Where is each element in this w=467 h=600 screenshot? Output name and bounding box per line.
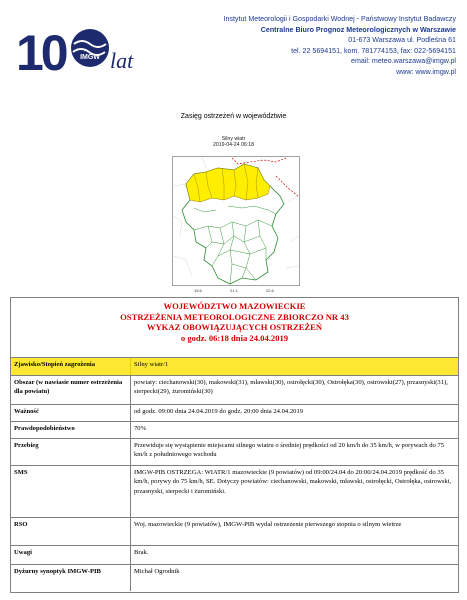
voivodeship-warning-map: [172, 156, 300, 294]
row-validity: [11, 405, 458, 422]
row-value: powiaty: ciechanowski(30), makowski(31), mławski(30), ostrołęcki(30), Ostrołęka(30), ostrowski(27), przasnyski(31), sierpecki(29), żuromiński(30): [134, 379, 448, 396]
institute-email: email: meteo.warszawa@imgw.pl: [351, 57, 456, 66]
institute-street: 01-673 Warszawa ul. Podleśna 61: [348, 36, 456, 45]
row-value: Brak.: [134, 549, 149, 556]
row-area: [11, 376, 458, 405]
bureau-name: Centralne Biuro Prognoz Meteorologicznych w Warszawie: [260, 25, 456, 34]
row-label: Prawdopodobieństwo: [11, 422, 131, 438]
row-sms: [11, 466, 458, 518]
map-axis-label: 19.6: [194, 288, 202, 293]
institute-address-block: [224, 14, 457, 78]
row-label: Dyżurny synoptyk IMGW-PIB: [11, 565, 131, 591]
row-value: Woj. mazowieckie (9 powiatów), IMGW-PIB wydał ostrzeżenie pierwszego stopnia o silnym wietrze: [134, 521, 402, 528]
row-value: Michał Ogrodnik: [134, 568, 180, 575]
row-value: 70%: [134, 425, 147, 432]
row-remarks: [11, 546, 458, 565]
map-datetime: 2019-04-24 06:18: [213, 142, 254, 148]
row-label: Uwagi: [11, 546, 131, 564]
logo-number: 10: [16, 26, 66, 81]
row-course: [11, 439, 458, 466]
row-value: IMGW-PIB OSTRZEGA: WIATR/1 mazowieckie (9 powiatów) od 09:00/24.04 do 20:00/24.04.2019 prędkość do 35 km/h, porywy do 75 km/h, SE. Dotyczy powiatów: ciechanowski, makowski, mławski, ostrołęcki, Ostrołęka, ostrowski, przasnyski, sierpecki i żuromiński.: [134, 469, 452, 495]
row-label: RSO: [11, 518, 131, 545]
map-phenomenon: Silny wiatr: [221, 136, 246, 142]
row-value: Silny wiatr/1: [131, 358, 458, 375]
map-axis-label: 22.6: [266, 288, 274, 293]
row-rso: [11, 518, 458, 546]
imgw-100-years-logo: [16, 26, 144, 82]
institute-www: www: www.imgw.pl: [396, 67, 456, 76]
row-phenomenon: [11, 358, 458, 376]
row-label: Obszar (w nawiasie numer ostrzeżenia dla powiatu): [11, 376, 131, 404]
row-value: Przewiduje się wystąpienie miejscami silnego wiatru o średniej prędkości od 20 km/h do 35 km/h, w porywach do 75 km/h z południowego wschodu: [134, 442, 445, 459]
map-title: Zasięg ostrzeżeń w województwie: [180, 113, 287, 120]
logo-globe: [71, 29, 109, 67]
warning-list-heading: WYKAZ OBOWIĄZUJĄCYCH OSTRZEŻEŃ: [146, 322, 323, 333]
logo-mark-text: IMGW: [80, 54, 100, 61]
row-value: od godz. 09:00 dnia 24.04.2019 do godz. 20:00 dnia 24.04.2019: [134, 408, 304, 415]
institute-phone: tel. 22 5694151, kom. 781774153, fax: 022-5694151: [291, 46, 456, 55]
row-label: Przebieg: [11, 439, 131, 465]
warning-collective-number: OSTRZEŻENIA METEOROLOGICZNE ZBIORCZO NR 43: [120, 311, 349, 322]
warning-title-block: [11, 298, 458, 358]
warning-region: WOJEWÓDZTWO MAZOWIECKIE: [163, 301, 306, 311]
row-label: SMS: [11, 466, 131, 517]
warning-table: [10, 297, 459, 593]
row-label: Zjawisko/Stopień zagrożenia: [11, 358, 131, 375]
row-forecaster: [11, 565, 458, 591]
row-label: Ważność: [11, 405, 131, 421]
map-axis-label: 21.1: [230, 288, 238, 293]
warning-issue-time: o godz. 06:18 dnia 24.04.2019: [180, 332, 289, 343]
row-probability: [11, 422, 458, 439]
institute-name: Instytut Meteorologii i Gospodarki Wodnej - Państwowy Instytut Badawczy: [223, 15, 456, 23]
logo-word: lat: [110, 48, 134, 73]
